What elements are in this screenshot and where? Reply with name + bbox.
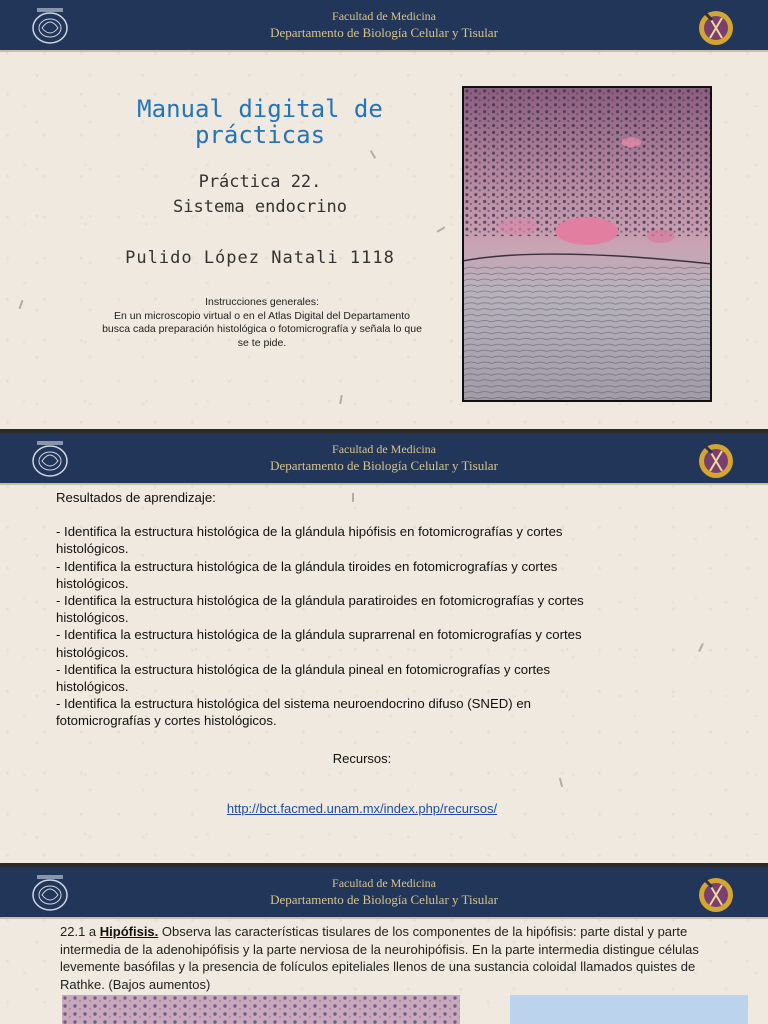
slide-learning-outcomes bbox=[0, 433, 768, 863]
outcome-item: - Identifica la estructura histológica de la glándula pineal en fotomicrografías y cortes histológicos. bbox=[56, 661, 551, 695]
instructions-heading: Instrucciones generales: bbox=[205, 296, 319, 308]
outcomes-heading: Resultados de aprendizaje: bbox=[56, 490, 216, 505]
instructions-line: busca cada preparación histológica o fotomicrografía y señala lo que bbox=[102, 323, 422, 335]
practice-topic: Sistema endocrino bbox=[173, 197, 347, 217]
hipofisis-micrograph bbox=[62, 995, 460, 1024]
instructions-line: se te pide. bbox=[237, 336, 287, 349]
outcome-item: - Identifica la estructura histológica de la glándula paratiroides en fotomicrografías y cortes histológicos. bbox=[56, 593, 584, 626]
resources-link[interactable]: http://bct.facmed.unam.mx/index.php/recursos/ bbox=[226, 801, 498, 816]
header-faculty: Facultad de Medicina bbox=[332, 876, 436, 890]
outcome-item: - Identifica la estructura histológica del sistema neuroendocrino difuso (SNED) en fotomicrografías y cortes histológicos. bbox=[56, 696, 531, 729]
header-faculty: Facultad de Medicina bbox=[332, 442, 436, 456]
header-department: Departamento de Biología Celular y Tisular bbox=[270, 892, 498, 907]
outcome-item: - Identifica la estructura histológica de la glándula hipófisis en fotomicrografías y cortes histológicos. bbox=[56, 524, 563, 557]
general-instructions bbox=[62, 296, 462, 350]
header-faculty: Facultad de Medicina bbox=[332, 9, 436, 23]
resources-label: Recursos: bbox=[332, 751, 392, 766]
slide-title bbox=[0, 0, 768, 429]
slide-header bbox=[0, 867, 768, 919]
practice-number: Práctica 22. bbox=[198, 172, 322, 192]
header-department: Departamento de Biología Celular y Tisular bbox=[270, 25, 498, 40]
header-department: Departamento de Biología Celular y Tisular bbox=[270, 458, 498, 473]
slide-hipofisis bbox=[0, 867, 768, 1024]
hipofisis-instructions bbox=[60, 923, 715, 993]
learning-outcomes bbox=[56, 489, 616, 730]
exercise-text: Observa las características tisulares de los componentes de la hipófisis: parte distal y parte intermedia de la adenohipófisis y la parte nerviosa de la neurohipófisis. En la parte intermedia distingue células levemente basófilas y la presencia de folículos epiteliales llenos de una sustancia coloidal llamados quistes de Rathke. (Bajos aumentos) bbox=[60, 924, 699, 992]
outcome-item: - Identifica la estructura histológica de la glándula suprarrenal en fotomicrografías y cortes histológicos. bbox=[56, 627, 582, 660]
slide-header bbox=[0, 433, 768, 485]
department-emblem-icon bbox=[696, 8, 736, 46]
exercise-number: 22.1 a bbox=[60, 924, 100, 939]
histology-micrograph bbox=[462, 86, 712, 402]
manual-title: Manual digital de prácticas bbox=[137, 95, 383, 149]
instructions-line: En un microscopio virtual o en el Atlas Digital del Departamento bbox=[114, 309, 410, 322]
exercise-term: Hipófisis. bbox=[99, 924, 159, 939]
slide-header bbox=[0, 0, 768, 52]
side-panel bbox=[510, 995, 748, 1024]
author-name: Pulido López Natali 1118 bbox=[125, 248, 395, 268]
outcome-item: - Identifica la estructura histológica de la glándula tiroides en fotomicrografías y cortes histológicos. bbox=[56, 558, 558, 591]
department-emblem-icon bbox=[696, 441, 736, 479]
department-emblem-icon bbox=[696, 875, 736, 913]
